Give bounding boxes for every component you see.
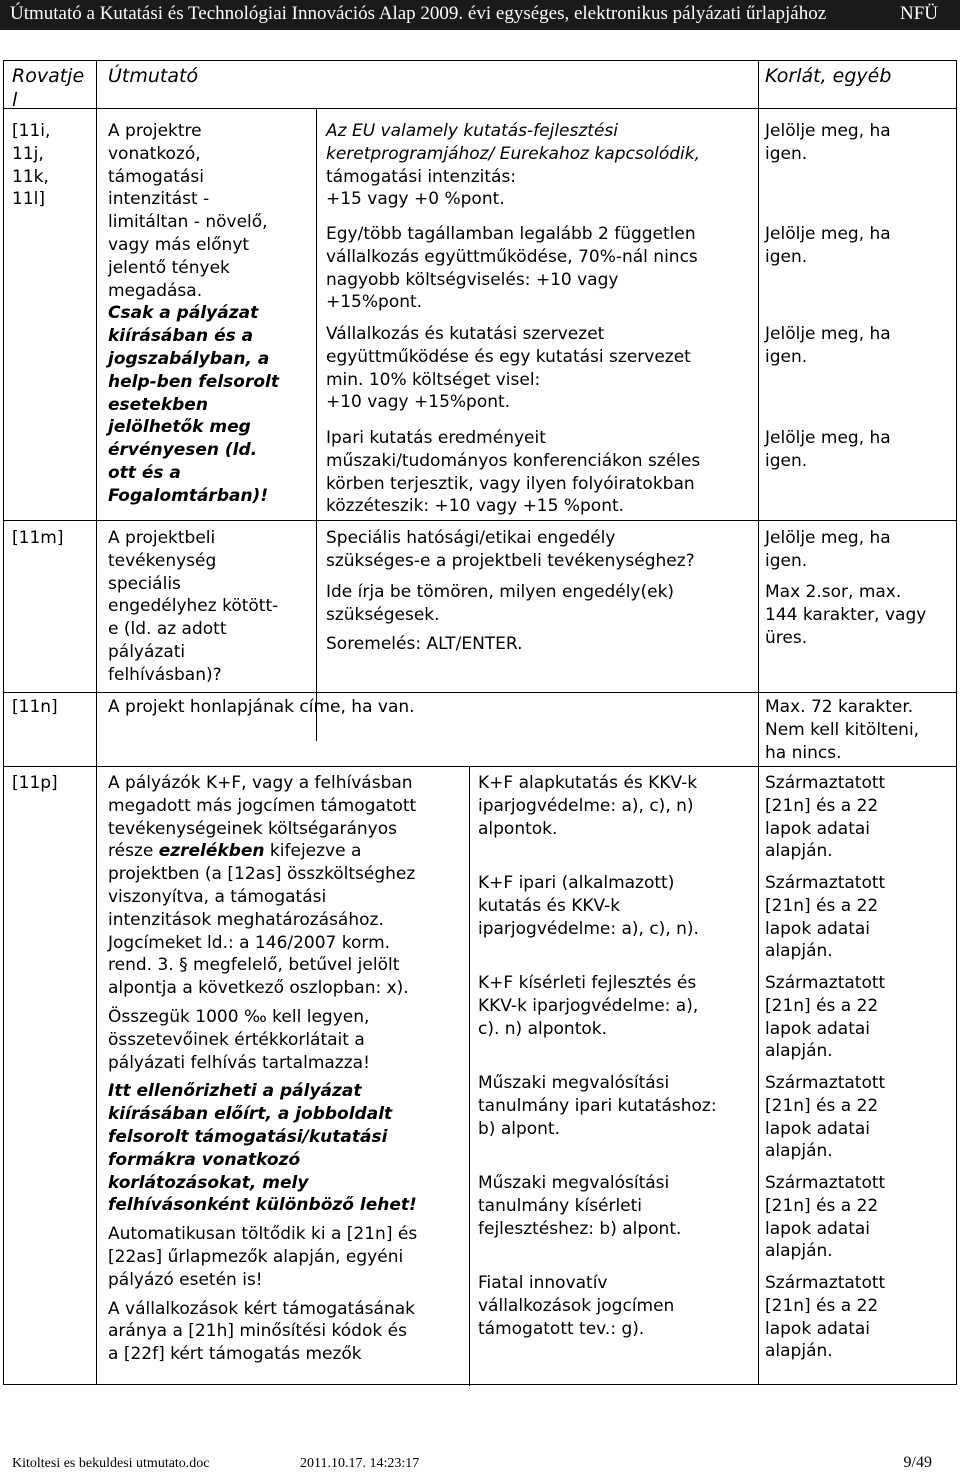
document-header [0, 0, 960, 30]
row-divider [4, 692, 956, 693]
item-member-states: Egy/több tagállamban legalább 2 független vállalkozás együttműködése, 70%-nál nincs nagyobb költségviselés: +10 vagy +15%pont. [326, 224, 698, 313]
limit-research-cooperation: Jelölje meg, ha igen. [765, 324, 891, 367]
item-industrial-research: K+F ipari (alkalmazott) kutatás és KKV-k iparjogvédelme: a), c), n). [478, 873, 699, 939]
limit-feasibility-experimental: Származtatott [21n] és a 22 lapok adatai alapján. [765, 1173, 886, 1262]
header-korlat: Korlát, egyéb [765, 65, 892, 87]
item-young-innovative: Fiatal innovatív vállalkozások jogcímen támogatott tev.: g). [478, 1273, 675, 1339]
row-divider [4, 108, 956, 109]
row-divider [4, 520, 956, 521]
row-id-11p: [11p] [12, 773, 58, 793]
footer-filename: Kitoltesi es bekuldesi utmutato.doc [12, 1456, 210, 1471]
row-guide-11m: A projektbeli tevékenység speciális engedélyhez kötött- e (ld. az adott pályázati felhívásban)? [108, 528, 279, 685]
limit-dissemination: Jelölje meg, ha igen. [765, 428, 891, 471]
column-divider [96, 61, 97, 1384]
item-research-cooperation: Vállalkozás és kutatási szervezet együttműködése és egy kutatási szervezet min. 10% költséget visel: +10 vagy +15%pont. [326, 324, 691, 413]
row-id-11m: [11m] [12, 528, 64, 548]
item-basic-research: K+F alapkutatás és KKV-k iparjogvédelme: a), c), n) alpontok. [478, 773, 698, 839]
limit-permit-details: Max 2.sor, max. 144 karakter, vagy üres. [765, 582, 927, 648]
item-feasibility-industrial: Műszaki megvalósítási tanulmány ipari kutatáshoz: b) alpont. [478, 1073, 717, 1139]
row-divider [4, 766, 956, 767]
limit-young-innovative: Származtatott [21n] és a 22 lapok adatai alapján. [765, 1273, 886, 1362]
item-feasibility-experimental: Műszaki megvalósítási tanulmány kísérleti fejlesztéshez: b) alpont. [478, 1173, 682, 1239]
row-id-11n: [11n] [12, 697, 58, 717]
footer-datetime: 2011.10.17. 14:23:17 [300, 1456, 420, 1471]
organization-label: NFÜ [899, 3, 938, 24]
item-dissemination: Ipari kutatás eredményeit műszaki/tudományos konferenciákon széles körben terjesztik, vagy ilyen folyóiratokban közzéteszik: +10 vagy +15 %pont. [326, 428, 701, 517]
limit-eu-program: Jelölje meg, ha igen. [765, 121, 891, 164]
row-guide-11p: A pályázók K+F, vagy a felhívásban megadott más jogcímen támogatott tevékenységeinek költségarányos része ezrelékben kifejezve a projektben (a [12as] összköltséghez viszonyítva, a támogatási intenzitások meghatározásához. Jogcímeket ld.: a 146/2007 korm. rend. 3. § megfelelő, betűvel jelölt alpontja a következő oszlopban: x). Összegük 1000 ‰ kell legyen, összetevőinek értékkorlátait a pályázati felhívás tartalmazza! Itt ellenőrizheti a pályázat kiírásában előírt, a jobboldalt felsorolt támogatási/kutatási formákra vonatkozó korlátozásokat, mely felhívásonként különböző lehet! Automatikusan töltődik ki a [21n] és [22as] űrlapmezők alapján, egyéni pályázó esetén is! A vállalkozások kért támogatásának aránya a [21h] minősítési kódok és a [22f] kért támogatás mezők [108, 773, 418, 1365]
column-divider [469, 766, 470, 1386]
column-divider [316, 108, 317, 741]
limit-feasibility-industrial: Származtatott [21n] és a 22 lapok adatai alapján. [765, 1073, 886, 1162]
limit-member-states: Jelölje meg, ha igen. [765, 224, 891, 267]
footer-page-number: 9/49 [903, 1454, 932, 1471]
row-guide-11i: A projektre vonatkozó, támogatási intenzitást - limitáltan - növelő, vagy más előnyt jelentő tények megadása. Csak a pályázat kiírásában és a jogszabályban, a help-ben felsorolt esetekben jelölhetők meg érvényesen (ld. ott és a Fogalomtárban)! [108, 121, 279, 506]
row-id-11i: [11i, 11j, 11k, 11l] [12, 121, 51, 210]
limit-industrial-research: Származtatott [21n] és a 22 lapok adatai alapján. [765, 873, 886, 962]
limit-basic-research: Származtatott [21n] és a 22 lapok adatai alapján. [765, 773, 886, 862]
header-rovatjel: Rovatje l [12, 65, 85, 111]
question-permit-details: Ide írja be tömören, milyen engedély(ek) szükségesek. Soremelés: ALT/ENTER. [326, 582, 675, 654]
item-experimental-development: K+F kísérleti fejlesztés és KKV-k iparjogvédelme: a), c). n) alpontok. [478, 973, 699, 1039]
header-utmutato: Útmutató [108, 65, 199, 87]
row-guide-11n: A projekt honlapjának címe, ha van. [108, 697, 415, 717]
item-eu-program: Az EU valamely kutatás-fejlesztési keretprogramjához/ Eurekahoz kapcsolódik, támogatási intenzitás: +15 vagy +0 %pont. [326, 121, 700, 210]
question-special-permit: Speciális hatósági/etikai engedély szükséges-e a projektbeli tevékenységhez? [326, 528, 695, 571]
limit-experimental-development: Származtatott [21n] és a 22 lapok adatai alapján. [765, 973, 886, 1062]
limit-special-permit: Jelölje meg, ha igen. [765, 528, 891, 571]
column-divider [758, 61, 759, 1384]
document-title: Útmutató a Kutatási és Technológiai Innovációs Alap 2009. évi egységes, elektronikus pályázati űrlapjához [10, 3, 827, 24]
limit-website: Max. 72 karakter. Nem kell kitölteni, ha nincs. [765, 697, 920, 763]
